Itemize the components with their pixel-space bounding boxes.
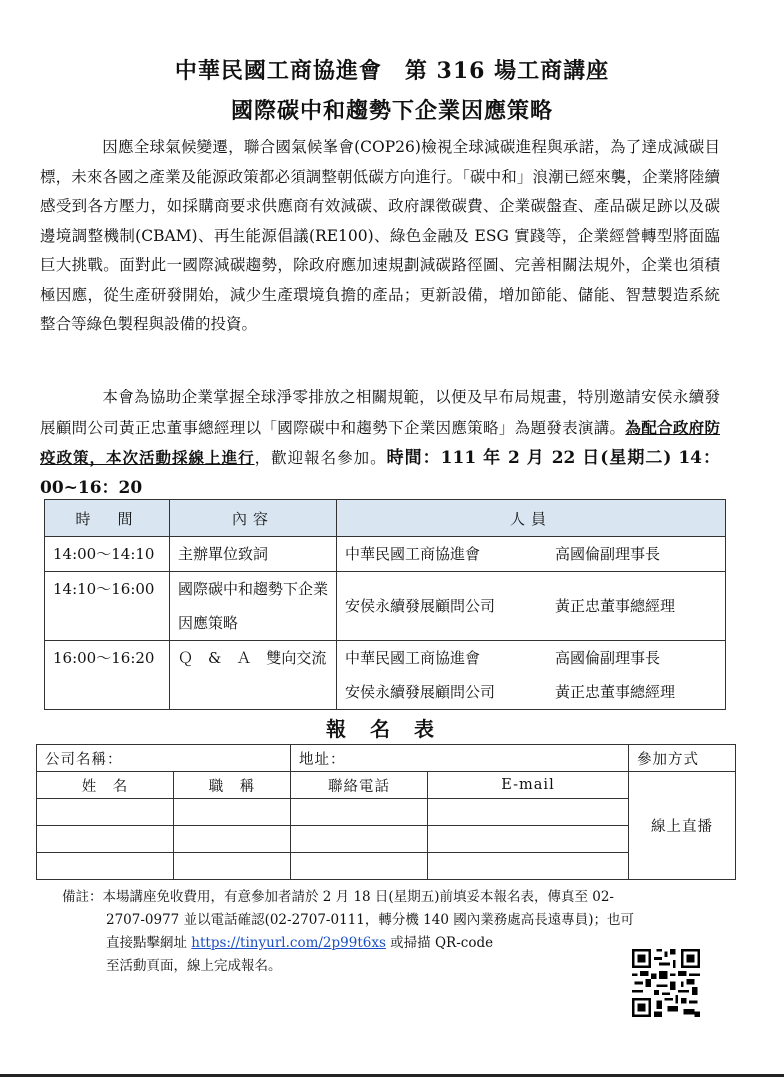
- schedule-person: 黃正忠董事總經理: [555, 597, 676, 615]
- page-bottom-border: [0, 1074, 784, 1077]
- schedule-org: 安侯永續發展顧問公司: [345, 683, 496, 701]
- phone-input[interactable]: [291, 799, 428, 826]
- registration-link[interactable]: https://tinyurl.com/2p99t6xs: [191, 935, 386, 951]
- page-title: 中華民國工商協進會 第 316 場工商講座: [174, 58, 610, 84]
- col-email: E-mail: [428, 772, 629, 799]
- phone-input[interactable]: [291, 853, 428, 880]
- intro-text: 因應全球氣候變遷，聯合國氣候峯會(COP26)檢視全球減碳進程與承諾，為了達成減碳目標，未來各國之產業及能源政策都必須調整朝低碳方向進行。「碳中和」浪潮已經來襲，企業將陸續感受到各方壓力，如採購商要求供應商有效減碳、政府課徵碳費、企業碳盤查、產品碳足跡以及碳邊境調整機制(CBAM)、再生能源倡議(RE100)、綠色金融及 ESG 實踐等，企業經營轉型將面臨巨大挑戰。面對此一國際減碳趨勢，除政府應加速規劃減碳路徑圖、完善相關法規外，企業也須積極因應，從生產研發開始，減少生產環境負擔的產品；更新設備，增加節能、儲能、智慧製造系統整合等綠色製程與設備的投資。: [40, 138, 720, 333]
- schedule-header-content: 內容: [170, 500, 337, 537]
- schedule-person: 高國倫副理事長: [555, 649, 661, 667]
- page-subtitle: 國際碳中和趨勢下企業因應策略: [230, 98, 553, 124]
- schedule-time: 14:00～14:10: [45, 537, 170, 572]
- email-input[interactable]: [428, 799, 629, 826]
- col-name: 姓 名: [37, 772, 174, 799]
- participation-method-label: 參加方式: [629, 745, 736, 772]
- col-phone: 聯絡電話: [291, 772, 428, 799]
- schedule-org: 中華民國工商協進會: [345, 545, 481, 563]
- email-input[interactable]: [428, 853, 629, 880]
- qr-code-icon[interactable]: [632, 949, 700, 1017]
- registration-company-row: [37, 745, 736, 772]
- name-input[interactable]: [37, 826, 174, 853]
- email-input[interactable]: [428, 826, 629, 853]
- remarks-line: 至活動頁面，線上完成報名。: [106, 958, 282, 974]
- schedule-row: [45, 572, 726, 641]
- schedule-content: 國際碳中和趨勢下企業因應策略: [170, 572, 337, 641]
- schedule-header-row: [45, 500, 726, 537]
- remarks-link-suffix: 或掃描 QR-code: [385, 935, 494, 951]
- remarks-line: 備註：本場講座免收費用，有意參加者請於 2 月 18 日(星期五)前填妥本報名表，傳真至 02-: [62, 889, 614, 905]
- schedule-person: 黃正忠董事總經理: [555, 683, 676, 701]
- event-time: 時間：111 年 2 月 22 日(星期二) 14：00~16：20: [40, 448, 720, 498]
- schedule-header-time: 時 間: [45, 500, 170, 537]
- title-input[interactable]: [174, 826, 291, 853]
- remarks-line: 2707-0977 並以電話確認(02-2707-0111，轉分機 140 國內業務處高長遠專員)；也可: [106, 912, 634, 928]
- schedule-row: [45, 641, 726, 710]
- intro-paragraph: [40, 133, 720, 340]
- col-title: 職 稱: [174, 772, 291, 799]
- registration-header-row: [37, 772, 736, 799]
- online-notice: 為配合政府防疫政策，本次活動採線上進行: [40, 417, 720, 467]
- registration-title: 報名表: [326, 717, 458, 741]
- invitation-paragraph: [40, 383, 720, 503]
- title-input[interactable]: [174, 853, 291, 880]
- remarks-link-prefix: 直接點擊網址: [106, 935, 192, 951]
- invitation-end: ，歡迎報名參加。: [254, 449, 387, 467]
- name-input[interactable]: [37, 853, 174, 880]
- schedule-people: [337, 572, 726, 641]
- invitation-text: 本會為協助企業掌握全球淨零排放之相關規範，以便及早布局規畫，特別邀請安侯永續發展顧問公司黃正忠董事總經理以「國際碳中和趨勢下企業因應策略」為題發表演講。: [40, 388, 720, 437]
- schedule-header-people: 人員: [337, 500, 726, 537]
- address-field[interactable]: 地址：: [291, 745, 629, 772]
- schedule-row: [45, 537, 726, 572]
- phone-input[interactable]: [291, 826, 428, 853]
- title-input[interactable]: [174, 799, 291, 826]
- schedule-content: Ｑ & Ａ 雙向交流: [170, 641, 337, 710]
- remarks-line: [62, 932, 722, 955]
- schedule-org: 中華民國工商協進會: [345, 649, 481, 667]
- company-name-field[interactable]: 公司名稱：: [37, 745, 291, 772]
- schedule-time: 16:00～16:20: [45, 641, 170, 710]
- registration-form: [36, 744, 736, 880]
- name-input[interactable]: [37, 799, 174, 826]
- schedule-people: [337, 537, 726, 572]
- remarks: [62, 886, 722, 978]
- schedule-table: [44, 499, 726, 710]
- schedule-time: 14:10～16:00: [45, 572, 170, 641]
- schedule-person: 高國倫副理事長: [555, 545, 661, 563]
- schedule-content: 主辦單位致詞: [170, 537, 337, 572]
- schedule-org: 安侯永續發展顧問公司: [345, 597, 496, 615]
- schedule-people: [337, 641, 726, 710]
- participation-method-value: 線上直播: [629, 772, 736, 880]
